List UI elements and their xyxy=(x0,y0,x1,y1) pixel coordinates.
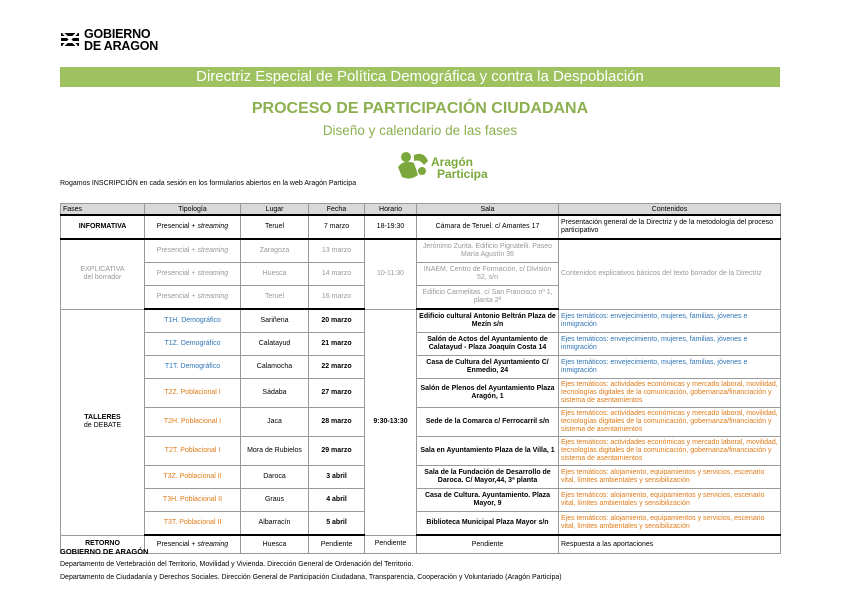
lugar-cell: Huesca xyxy=(241,535,309,554)
aragon-emblem-icon xyxy=(60,30,80,50)
table-row-taller xyxy=(61,309,781,333)
header-fecha: Fecha xyxy=(309,204,365,216)
horario-cell: 10-11:30 xyxy=(365,239,417,309)
table-row-taller xyxy=(61,408,781,437)
table-row-taller xyxy=(61,356,781,379)
lugar-cell: Calamocha xyxy=(241,356,309,379)
contenidos-cell: Ejes temáticos: alojamiento, equipamientos y servicios, escenario vital, límites ambientales y sensibilización xyxy=(559,489,781,512)
lugar-cell: Sádaba xyxy=(241,379,309,408)
fecha-cell: 13 marzo xyxy=(309,239,365,263)
fecha-cell: 14 marzo xyxy=(309,263,365,286)
table-row-explicativa xyxy=(61,239,781,263)
table-row-taller xyxy=(61,437,781,466)
fecha-cell: 22 marzo xyxy=(309,356,365,379)
participa-line2: Participa xyxy=(437,167,488,181)
schedule-table xyxy=(60,203,781,554)
phase-retorno: RETORNO xyxy=(61,535,145,554)
tipologia-cell: T1Z. Demográfico xyxy=(145,333,241,356)
tipologia-cell: T1H. Demográfico xyxy=(145,309,241,333)
table-header-row xyxy=(61,204,781,216)
tipologia-cell: Presencial + streaming xyxy=(145,286,241,310)
sala-cell: Cámara de Teruel. c/ Amantes 17 xyxy=(417,215,559,239)
header-tipologia: Tipología xyxy=(145,204,241,216)
tipologia-cell: T3T. Poblacional II xyxy=(145,512,241,536)
lugar-cell: Teruel xyxy=(241,215,309,239)
logo-line1: GOBIERNO xyxy=(84,27,151,41)
footer xyxy=(60,545,562,584)
contenidos-cell: Ejes temáticos: actividades económicas y mercado laboral, movilidad, tecnologías digitales de la comunicación, gobernanza/financiación y sistema de asentamientos xyxy=(559,437,781,466)
fecha-cell: Pendiente xyxy=(309,535,365,554)
fecha-cell: 5 abril xyxy=(309,512,365,536)
sala-cell: INAEM, Centro de Formación. c/ División 52, s/n xyxy=(417,263,559,286)
page-subtitle: Diseño y calendario de las fases xyxy=(322,123,518,138)
fecha-cell: 21 marzo xyxy=(309,333,365,356)
lugar-cell: Huesca xyxy=(241,263,309,286)
sala-cell: Edificio Carmelitas. c/ San Francisco nº 1, planta 2ª xyxy=(417,286,559,310)
contenidos-cell: Contenidos explicativos básicos del texto borrador de la Directriz xyxy=(559,239,781,309)
tipologia-cell: Presencial + streaming xyxy=(145,239,241,263)
fecha-cell: 3 abril xyxy=(309,466,365,489)
phase-explicativa: EXPLICATIVA del borrador xyxy=(61,239,145,309)
footer-line1: Departamento de Vertebración del Territorio, Movilidad y Vivienda. Dirección General de Ordenación del Territorio. xyxy=(60,561,414,568)
registration-note: Rogamos INSCRIPCIÓN en cada sesión en los formularios abiertos en la web Aragón Participa xyxy=(60,180,357,187)
fecha-cell: 29 marzo xyxy=(309,437,365,466)
contenidos-cell: Ejes temáticos: alojamiento, equipamientos y servicios, escenario vital, límites ambientales y sensibilización xyxy=(559,512,781,536)
footer-org: GOBIERNO DE ARAGÓN xyxy=(60,547,149,556)
gobierno-aragon-logo xyxy=(60,28,158,52)
tipologia-cell: T3H. Poblacional II xyxy=(145,489,241,512)
sala-cell: Casa de Cultura. Ayuntamiento. Plaza Mayor, 9 xyxy=(417,489,559,512)
header-fases: Fases xyxy=(61,204,145,216)
horario-cell: Pendiente xyxy=(365,535,417,554)
sala-cell: Salón de Plenos del Ayuntamiento Plaza Aragón, 1 xyxy=(417,379,559,408)
sala-cell: Biblioteca Municipal Plaza Mayor s/n xyxy=(417,512,559,536)
contenidos-cell: Respuesta a las aportaciones xyxy=(559,535,781,554)
header-lugar: Lugar xyxy=(241,204,309,216)
phase-informativa: INFORMATIVA xyxy=(61,215,145,239)
sala-cell: Sala en Ayuntamiento Plaza de la Villa, 1 xyxy=(417,437,559,466)
logo-line2: DE ARAGON xyxy=(84,39,159,53)
header-horario: Horario xyxy=(365,204,417,216)
sala-cell: Sede de la Comarca c/ Ferrocarril s/n xyxy=(417,408,559,437)
lugar-cell: Graus xyxy=(241,489,309,512)
tipologia-cell: T3Z. Poblacional II xyxy=(145,466,241,489)
fecha-cell: 27 marzo xyxy=(309,379,365,408)
horario-cell: 18-19:30 xyxy=(365,215,417,239)
tipologia-cell: Presencial + streaming xyxy=(145,215,241,239)
contenidos-cell: Ejes temáticos: actividades económicas y mercado laboral, movilidad, tecnologías digitales de la comunicación, gobernanza/financiación y sistema de asentamientos xyxy=(559,379,781,408)
tipologia-cell: T2T. Poblacional I xyxy=(145,437,241,466)
lugar-cell: Zaragoza xyxy=(241,239,309,263)
contenidos-cell: Ejes temáticos: envejecimiento, mujeres, familias, jóvenes e inmigración xyxy=(559,309,781,333)
fecha-cell: 7 marzo xyxy=(309,215,365,239)
table-row-taller xyxy=(61,512,781,536)
horario-cell: 9:30-13:30 xyxy=(365,309,417,535)
contenidos-cell: Ejes temáticos: alojamiento, equipamientos y servicios, escenario vital, límites ambientales y sensibilización xyxy=(559,466,781,489)
phase-talleres: TALLERES de DEBATE xyxy=(61,309,145,535)
fecha-cell: 4 abril xyxy=(309,489,365,512)
contenidos-cell: Ejes temáticos: actividades económicas y mercado laboral, movilidad, tecnologías digitales de la comunicación, gobernanza/financiación y sistema de asentamientos xyxy=(559,408,781,437)
lugar-cell: Daroca xyxy=(241,466,309,489)
tipologia-cell: Presencial + streaming xyxy=(145,535,241,554)
contenidos-cell: Presentación general de la Directriz y de la metodología del proceso participativo xyxy=(559,215,781,239)
table-row-taller xyxy=(61,333,781,356)
tipologia-cell: Presencial + streaming xyxy=(145,263,241,286)
page-title: PROCESO DE PARTICIPACIÓN CIUDADANA xyxy=(251,100,589,117)
table-row-taller xyxy=(61,489,781,512)
fecha-cell: 28 marzo xyxy=(309,408,365,437)
contenidos-cell: Ejes temáticos: envejecimiento, mujeres, familias, jóvenes e inmigración xyxy=(559,356,781,379)
table-row-informativa xyxy=(61,215,781,239)
lugar-cell: Teruel xyxy=(241,286,309,310)
sala-cell: Edificio cultural Antonio Beltrán Plaza de Mezín s/n xyxy=(417,309,559,333)
header-sala: Sala xyxy=(417,204,559,216)
lugar-cell: Calatayud xyxy=(241,333,309,356)
lugar-cell: Sariñena xyxy=(241,309,309,333)
lugar-cell: Jaca xyxy=(241,408,309,437)
sala-cell: Casa de Cultura del Ayuntamiento C/ Enmedio, 24 xyxy=(417,356,559,379)
tipologia-cell: T1T. Demográfico xyxy=(145,356,241,379)
banner: Directriz Especial de Política Demográfica y contra la Despoblación xyxy=(60,67,780,87)
tipologia-cell: T2Z. Poblacional I xyxy=(145,379,241,408)
participa-line1: Aragón xyxy=(431,155,473,169)
sala-cell: Salón de Actos del Ayuntamiento de Calatayud - Plaza Joaquín Costa 14 xyxy=(417,333,559,356)
lugar-cell: Mora de Rubielos xyxy=(241,437,309,466)
sala-cell: Sala de la Fundación de Desarrollo de Daroca. C/ Mayor,44, 3ª planta xyxy=(417,466,559,489)
fecha-cell: 20 marzo xyxy=(309,309,365,333)
contenidos-cell: Ejes temáticos: envejecimiento, mujeres, familias, jóvenes e inmigración xyxy=(559,333,781,356)
table-row-taller xyxy=(61,379,781,408)
sala-cell: Pendiente xyxy=(417,535,559,554)
lugar-cell: Albarracín xyxy=(241,512,309,536)
tipologia-cell: T2H. Poblacional I xyxy=(145,408,241,437)
sala-cell: Jerónimo Zurita. Edificio Pignatelli. Paseo María Agustín 36 xyxy=(417,239,559,263)
table-row-taller xyxy=(61,466,781,489)
header-contenidos: Contenidos xyxy=(559,204,781,216)
fecha-cell: 16 marzo xyxy=(309,286,365,310)
footer-line2: Departamento de Ciudadanía y Derechos Sociales. Dirección General de Participación Ciudadana, Transparencia, Cooperación y Voluntariado (Aragón Participa) xyxy=(60,574,562,581)
